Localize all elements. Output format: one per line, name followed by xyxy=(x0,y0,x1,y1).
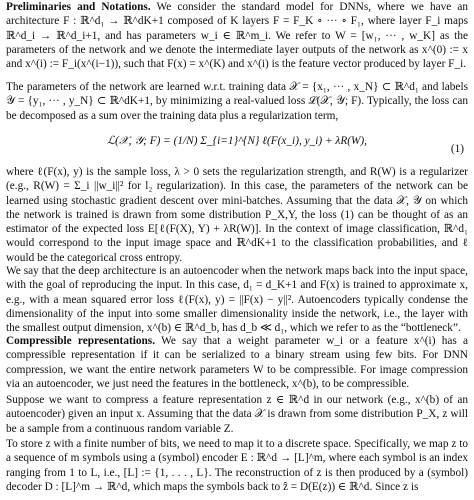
paragraph-preliminaries xyxy=(6,0,468,71)
paragraph-store: To store z with a finite number of bits, we need to map it to a discrete space. Specifically, we map z to a sequence of m symbols using a (symbol) encoder E : ℝ^d → [L]^m, where each symbol is an index ranging from 1 to L, i.e., [L] := {1, . . . , L}. The reconstruction of z is then produced by a (symbol) decoder D : [L]^m → ℝ^d, which maps the symbols back to ẑ = D(E(z)) ∈ ℝ^d. Since z is xyxy=(6,438,468,493)
paragraph-parameters: The parameters of the network are learned w.r.t. training data 𝒳 = {x₁, ··· , x_N} ⊂ ℝ^d₁ and labels 𝒴 = {y₁, ··· , y_N} ⊂ ℝ^dK+1, by minimizing a real-valued loss ℒ(𝒳, 𝒴; F). Typically, the loss can be decomposed as a sum over the training data plus a regularization term, xyxy=(6,81,468,122)
paragraph-autoencoder: We say that the deep architecture is an autoencoder when the network maps back into the input space, with the goal of reproducing the input. In this case, d₁ = d_K+1 and F(x) is trained to approximate x, e.g., with a mean squared error loss ℓ(F(x), y) = ||F(x) − y||². Autoencoders typically condense the dimensionality of the input into some smaller dimensionality inside the network, i.e., the layer with the smallest output dimension, x^(b) ∈ ℝ^d_b, has d_b ≪ d₁, which we refer to as the “bottleneck”. xyxy=(6,265,468,335)
heading-compressible: Compressible representations. xyxy=(6,335,156,347)
equation-1 xyxy=(6,134,468,164)
heading-preliminaries: Preliminaries and Notations. xyxy=(6,1,151,13)
equation-number: (1) xyxy=(450,143,464,155)
paragraph-suppose: Suppose we want to compress a feature representation z ∈ ℝ^d in our network (e.g., x^(b) of an autoencoder) given an input x. Assuming that the data 𝒳 is drawn from some distribution P_X, z will be a sample from a continuous random variable Z. xyxy=(6,394,468,435)
paragraph-sample-loss: where ℓ(F(x), y) is the sample loss, λ > 0 sets the regularization strength, and R(W) is a regularizer (e.g., R(W) = Σ_i ||w_i||² for l₂ regularization). In this case, the parameters of the network can be learned using stochastic gradient descent over mini-batches. Assuming that the data 𝒳, 𝒴 on which the network is trained is drawn from some distribution P_X,Y, the loss (1) can be thought of as an estimator of the expected loss E[ℓ(F(X), Y) + λR(W)]. In the context of image classification, ℝ^d₁ would correspond to the input image space and ℝ^dK+1 to the classification probabilities, and ℓ would be the categorical cross entropy. xyxy=(6,166,468,264)
paragraph-text: We say that a weight parameter w_i or a feature x^(i) has a compressible representation if it can be serialized to a binary stream using few bits. For DNN compression, we want the entire network parameters W to be compressible. For image compression via an autoencoder, we just need the features in the bottleneck, x^(b), to be compressible. xyxy=(6,335,469,390)
paragraph-text: We consider the standard model for DNNs, where we have an architecture F : ℝ^d₁ → ℝ^dK+1 composed of K layers F = F_K ∘ ··· ∘ F₁, where layer F_i maps ℝ^d_i → ℝ^d_i+1, and has parameters w_i ∈ ℝ^m_i. We refer to W = [w₁, ··· , w_K] as the parameters of the network and we denote the intermediate layer outputs of the network as x^(0) := x and x^(i) := F_i(x^(i−1)), such that F(x) = x^(K) and x^(i) is the feature vector produced by layer F_i. xyxy=(6,1,469,71)
paragraph-compressible xyxy=(6,334,468,391)
equation-body: ℒ(𝒳, 𝒴; F) = (1/N) Σ_{i=1}^{N} ℓ(F(x_i), y_i) + λR(W), xyxy=(106,135,367,147)
